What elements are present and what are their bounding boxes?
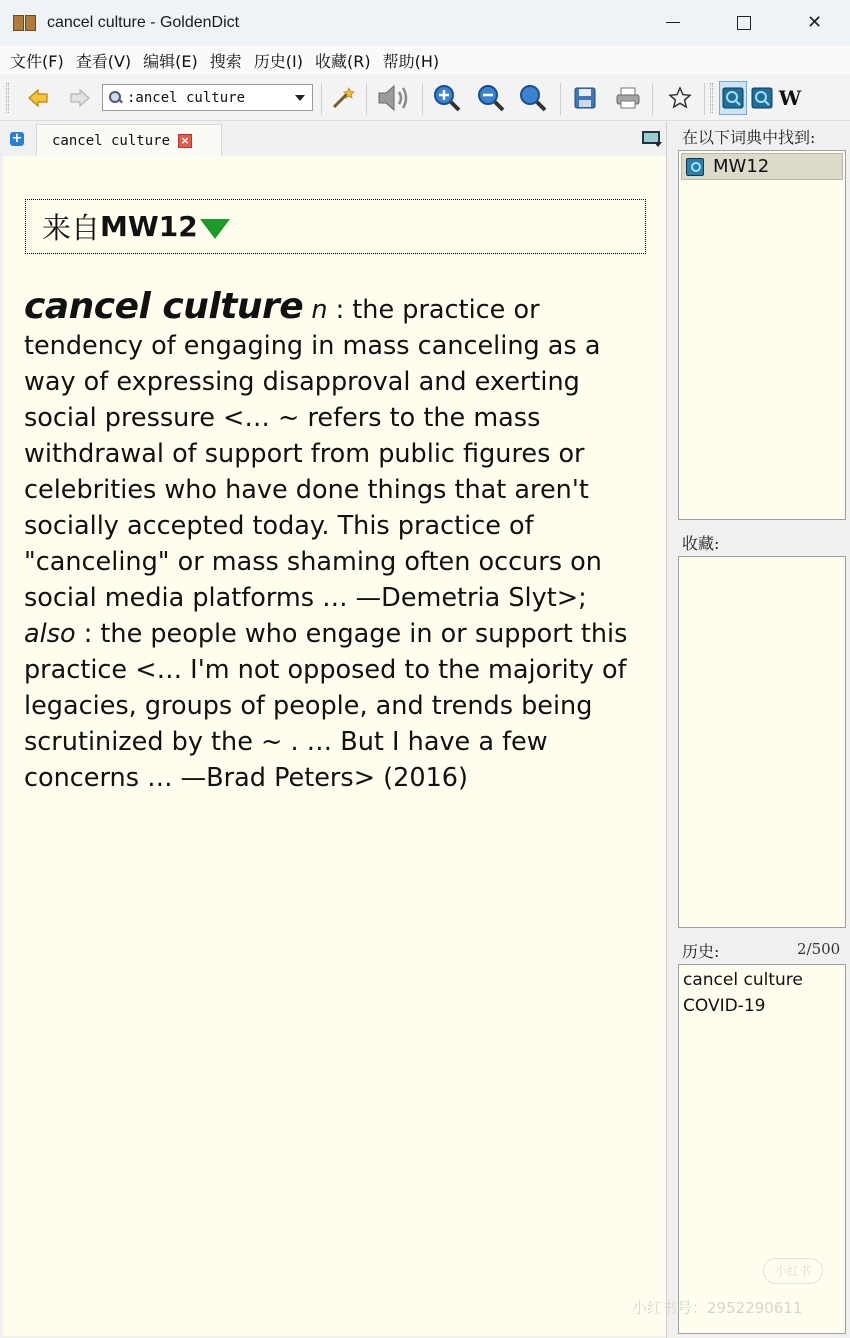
tab-bar: [0, 122, 668, 156]
favorites-list[interactable]: [678, 556, 846, 928]
menu-favorites[interactable]: 收藏(R): [314, 51, 371, 71]
menu-history[interactable]: 历史(I): [253, 51, 303, 71]
dictionary-header[interactable]: [25, 199, 646, 254]
dictionary-name: MW12: [100, 210, 198, 243]
tab-list-button[interactable]: [642, 130, 664, 148]
definition-text: [24, 286, 634, 796]
tab-close-icon[interactable]: ×: [178, 134, 192, 148]
back-arrow-icon: [27, 87, 49, 109]
found-in-list[interactable]: [678, 150, 846, 520]
zoom-in-icon: [432, 83, 462, 113]
goldendict-book-icon: [13, 13, 37, 33]
menu-help[interactable]: 帮助(H): [382, 51, 440, 71]
forward-arrow-icon: [69, 87, 91, 109]
toolbar-grip-dicts[interactable]: [710, 83, 713, 113]
close-button[interactable]: [779, 0, 850, 45]
wikipedia-toggle[interactable]: [777, 81, 803, 115]
zoom-reset-button[interactable]: [516, 81, 550, 115]
window-title: cancel culture - GoldenDict: [47, 13, 240, 31]
headword: cancel culture: [24, 286, 304, 327]
search-combobox[interactable]: [102, 84, 313, 111]
found-item-mw12[interactable]: [681, 153, 843, 180]
dictionary-icon: [686, 158, 704, 176]
history-item[interactable]: cancel culture: [683, 970, 803, 990]
speaker-icon: [376, 82, 414, 114]
history-item[interactable]: COVID-19: [683, 996, 766, 1016]
chevron-down-icon[interactable]: [295, 95, 305, 101]
toolbar-grip[interactable]: [6, 83, 9, 113]
forward-button[interactable]: [66, 81, 94, 115]
collapse-arrow-icon[interactable]: [200, 219, 230, 239]
zoom-normal-icon: [518, 83, 548, 113]
dict-second-toggle[interactable]: [749, 81, 775, 115]
definition-sense-1: : the practice or tendency of engaging in mass canceling as a way of expressing disapproval and exerting social pressure <… ~ refers to the mass withdrawal of support from public figures or celebrities who have done things that aren't socially accepted today. This practice of "canceling" or mass shaming often occurs on social media platforms … —Demetria Slyt>;: [24, 295, 602, 613]
dictionary-icon: [722, 87, 744, 109]
menu-edit[interactable]: 编辑(E): [143, 51, 198, 71]
dictionary-icon: [751, 87, 773, 109]
floppy-disk-icon: [573, 86, 597, 110]
history-list[interactable]: [678, 964, 846, 1334]
chevron-down-icon: [654, 142, 662, 147]
history-count: 2/500: [797, 940, 841, 958]
minimize-button[interactable]: [637, 0, 708, 45]
maximize-button[interactable]: [708, 0, 779, 45]
favorites-label: 收藏:: [682, 534, 720, 553]
wikipedia-icon: W: [778, 86, 802, 110]
pronounce-button[interactable]: [374, 81, 416, 115]
title-bar: [0, 0, 850, 45]
printer-icon: [615, 86, 641, 110]
menu-view[interactable]: 查看(V): [75, 51, 132, 71]
also-label: also: [24, 619, 76, 649]
zoom-out-icon: [476, 83, 506, 113]
zoom-in-button[interactable]: [430, 81, 464, 115]
minimize-icon: [666, 22, 680, 23]
watermark-text: 小红书号：2952290611: [632, 1299, 803, 1317]
new-tab-button[interactable]: [10, 132, 24, 146]
history-label: 历史:: [682, 942, 720, 961]
menu-file[interactable]: 文件(F): [10, 51, 64, 71]
tab-cancel-culture[interactable]: [36, 124, 222, 156]
add-favorite-button[interactable]: [664, 81, 696, 115]
watermark-badge: 小红书: [763, 1258, 823, 1284]
zoom-out-button[interactable]: [474, 81, 508, 115]
menu-bar: [0, 45, 850, 75]
back-button[interactable]: [24, 81, 52, 115]
magic-wand-icon: [330, 85, 356, 111]
print-button[interactable]: [612, 81, 644, 115]
search-input[interactable]: [127, 90, 287, 106]
found-item-label: MW12: [713, 156, 770, 177]
tab-label: cancel culture: [52, 132, 171, 149]
dict-mw12-toggle[interactable]: [719, 81, 747, 115]
article-view[interactable]: [3, 156, 666, 1336]
maximize-icon: [737, 16, 751, 30]
scan-popup-button[interactable]: [328, 81, 358, 115]
search-icon: [109, 91, 123, 105]
definition-sense-2: : the people who engage in or support this practice <… I'm not opposed to the majority of legacies, groups of people, and trends being scrutinized by the ~ . … But I have a few concerns … —Brad Peters> (2016): [24, 619, 628, 793]
found-in-label: 在以下词典中找到:: [682, 128, 816, 147]
plus-icon: +: [11, 131, 23, 146]
menu-search[interactable]: 搜索: [209, 51, 242, 71]
from-prefix: 来自: [42, 211, 101, 245]
close-icon: ✕: [806, 12, 823, 33]
save-article-button[interactable]: [570, 81, 600, 115]
part-of-speech: n: [311, 295, 328, 325]
star-icon: [668, 86, 692, 110]
toolbar: [0, 75, 850, 121]
